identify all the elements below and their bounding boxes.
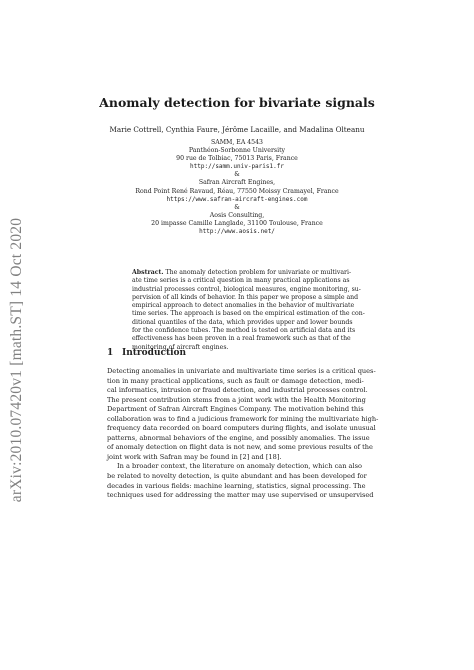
abstract — [132, 269, 365, 352]
affiliation-line: Rond Point René Ravaud, Réau, 77550 Moissy Cramayel, France — [135, 187, 339, 195]
abstract-label: Abstract. — [132, 269, 164, 276]
abstract-text: The anomaly detection problem for univariate or multivari- — [165, 269, 352, 276]
body-line: decades in various fields: machine learning, statistics, signal processing. The — [107, 481, 366, 490]
body-line: Department of Safran Aircraft Engines Company. The motivation behind this — [107, 405, 364, 414]
abstract-line: empirical approach to detect anomalies in the behavior of multivariate — [132, 302, 355, 310]
section-number: 1 — [107, 348, 114, 358]
body-line: tion in many practical applications, such as fault or damage detection, medi- — [107, 376, 364, 385]
affiliation-line: Safran Aircraft Engines, — [198, 179, 276, 187]
body-line: In a broader context, the literature on anomaly detection, which can also — [117, 462, 362, 471]
affiliation-line: Aosis Consulting, — [209, 211, 265, 219]
affiliation-line: 20 impasse Camille Langlade, 31100 Toulouse, France — [151, 219, 323, 227]
body-line: Detecting anomalies in univariate and multivariate time series is a critical ques- — [107, 367, 376, 375]
affiliation-url-link[interactable]: http://www.aosis.net/ — [199, 228, 275, 236]
author-list: Marie Cottrell, Cynthia Faure, Jérôme Lacaille, and Madalina Olteanu — [109, 125, 365, 134]
section-title: Introduction — [122, 348, 187, 358]
arxiv-identifier-text: arXiv:2010.07420v1 [math.ST] 14 Oct 2020 — [8, 217, 26, 503]
abstract-line — [132, 269, 352, 277]
affiliation-line: Panthéon-Sorbonne University — [188, 147, 286, 155]
abstract-line: monitoring of aircraft engines. — [132, 343, 229, 351]
arxiv-identifier — [4, 190, 30, 530]
body-line: of anomaly detection on flight data is not new, and some previous results of the — [107, 443, 373, 452]
abstract-line: effectiveness has been proven in a real framework such as that of the — [132, 335, 351, 343]
body-line: techniques used for addressing the matter may use supervised or unsupervised — [107, 491, 374, 500]
affiliation-url-link[interactable]: https://www.safran-aircraft-engines.com — [166, 195, 308, 203]
body-line: cal informatics, intrusion or fraud detection, and industrial processes control. — [107, 386, 368, 395]
abstract-line: industrial processes control, biological measures, engine monitoring, su- — [132, 285, 361, 293]
affiliation-separator: & — [234, 203, 240, 211]
affiliation-url-link[interactable]: http://samm.univ-paris1.fr — [190, 163, 284, 171]
body-text — [107, 367, 379, 501]
section-heading — [107, 348, 186, 358]
affiliation-line: 90 rue de Tolbiac, 75013 Paris, France — [176, 155, 298, 163]
affiliation-line: SAMM, EA 4543 — [210, 139, 263, 146]
affiliations — [0, 139, 474, 236]
body-line: patterns, abnormal behaviors of the engine, and possibly anomalies. The issue — [107, 433, 370, 442]
body-line: The present contribution stems from a joint work with the Health Monitoring — [107, 395, 366, 404]
body-line: joint work with Safran may be found in [2] and [18]. — [107, 452, 282, 461]
abstract-line: ditional quantiles of the data, which provides upper and lower bounds — [132, 318, 353, 326]
paper-title: Anomaly detection for bivariate signals — [99, 95, 375, 110]
body-line: frequency data recorded on board computers during flights, and isolate unusual — [107, 424, 376, 433]
abstract-line: time series. The approach is based on the empirical estimation of the con- — [132, 310, 365, 318]
body-line: be related to novelty detection, is quite abundant and has been developed for — [107, 472, 367, 481]
abstract-line: ate time series is a critical question in many practical applications as — [132, 277, 350, 285]
abstract-line: pervision of all kinds of behavior. In this paper we propose a simple and — [132, 293, 359, 301]
body-line: collaboration was to find a judicious framework for mining the multivariate high- — [107, 414, 379, 423]
affiliation-separator: & — [234, 171, 240, 179]
abstract-line: for the confidence tubes. The method is tested on artificial data and its — [132, 327, 356, 335]
